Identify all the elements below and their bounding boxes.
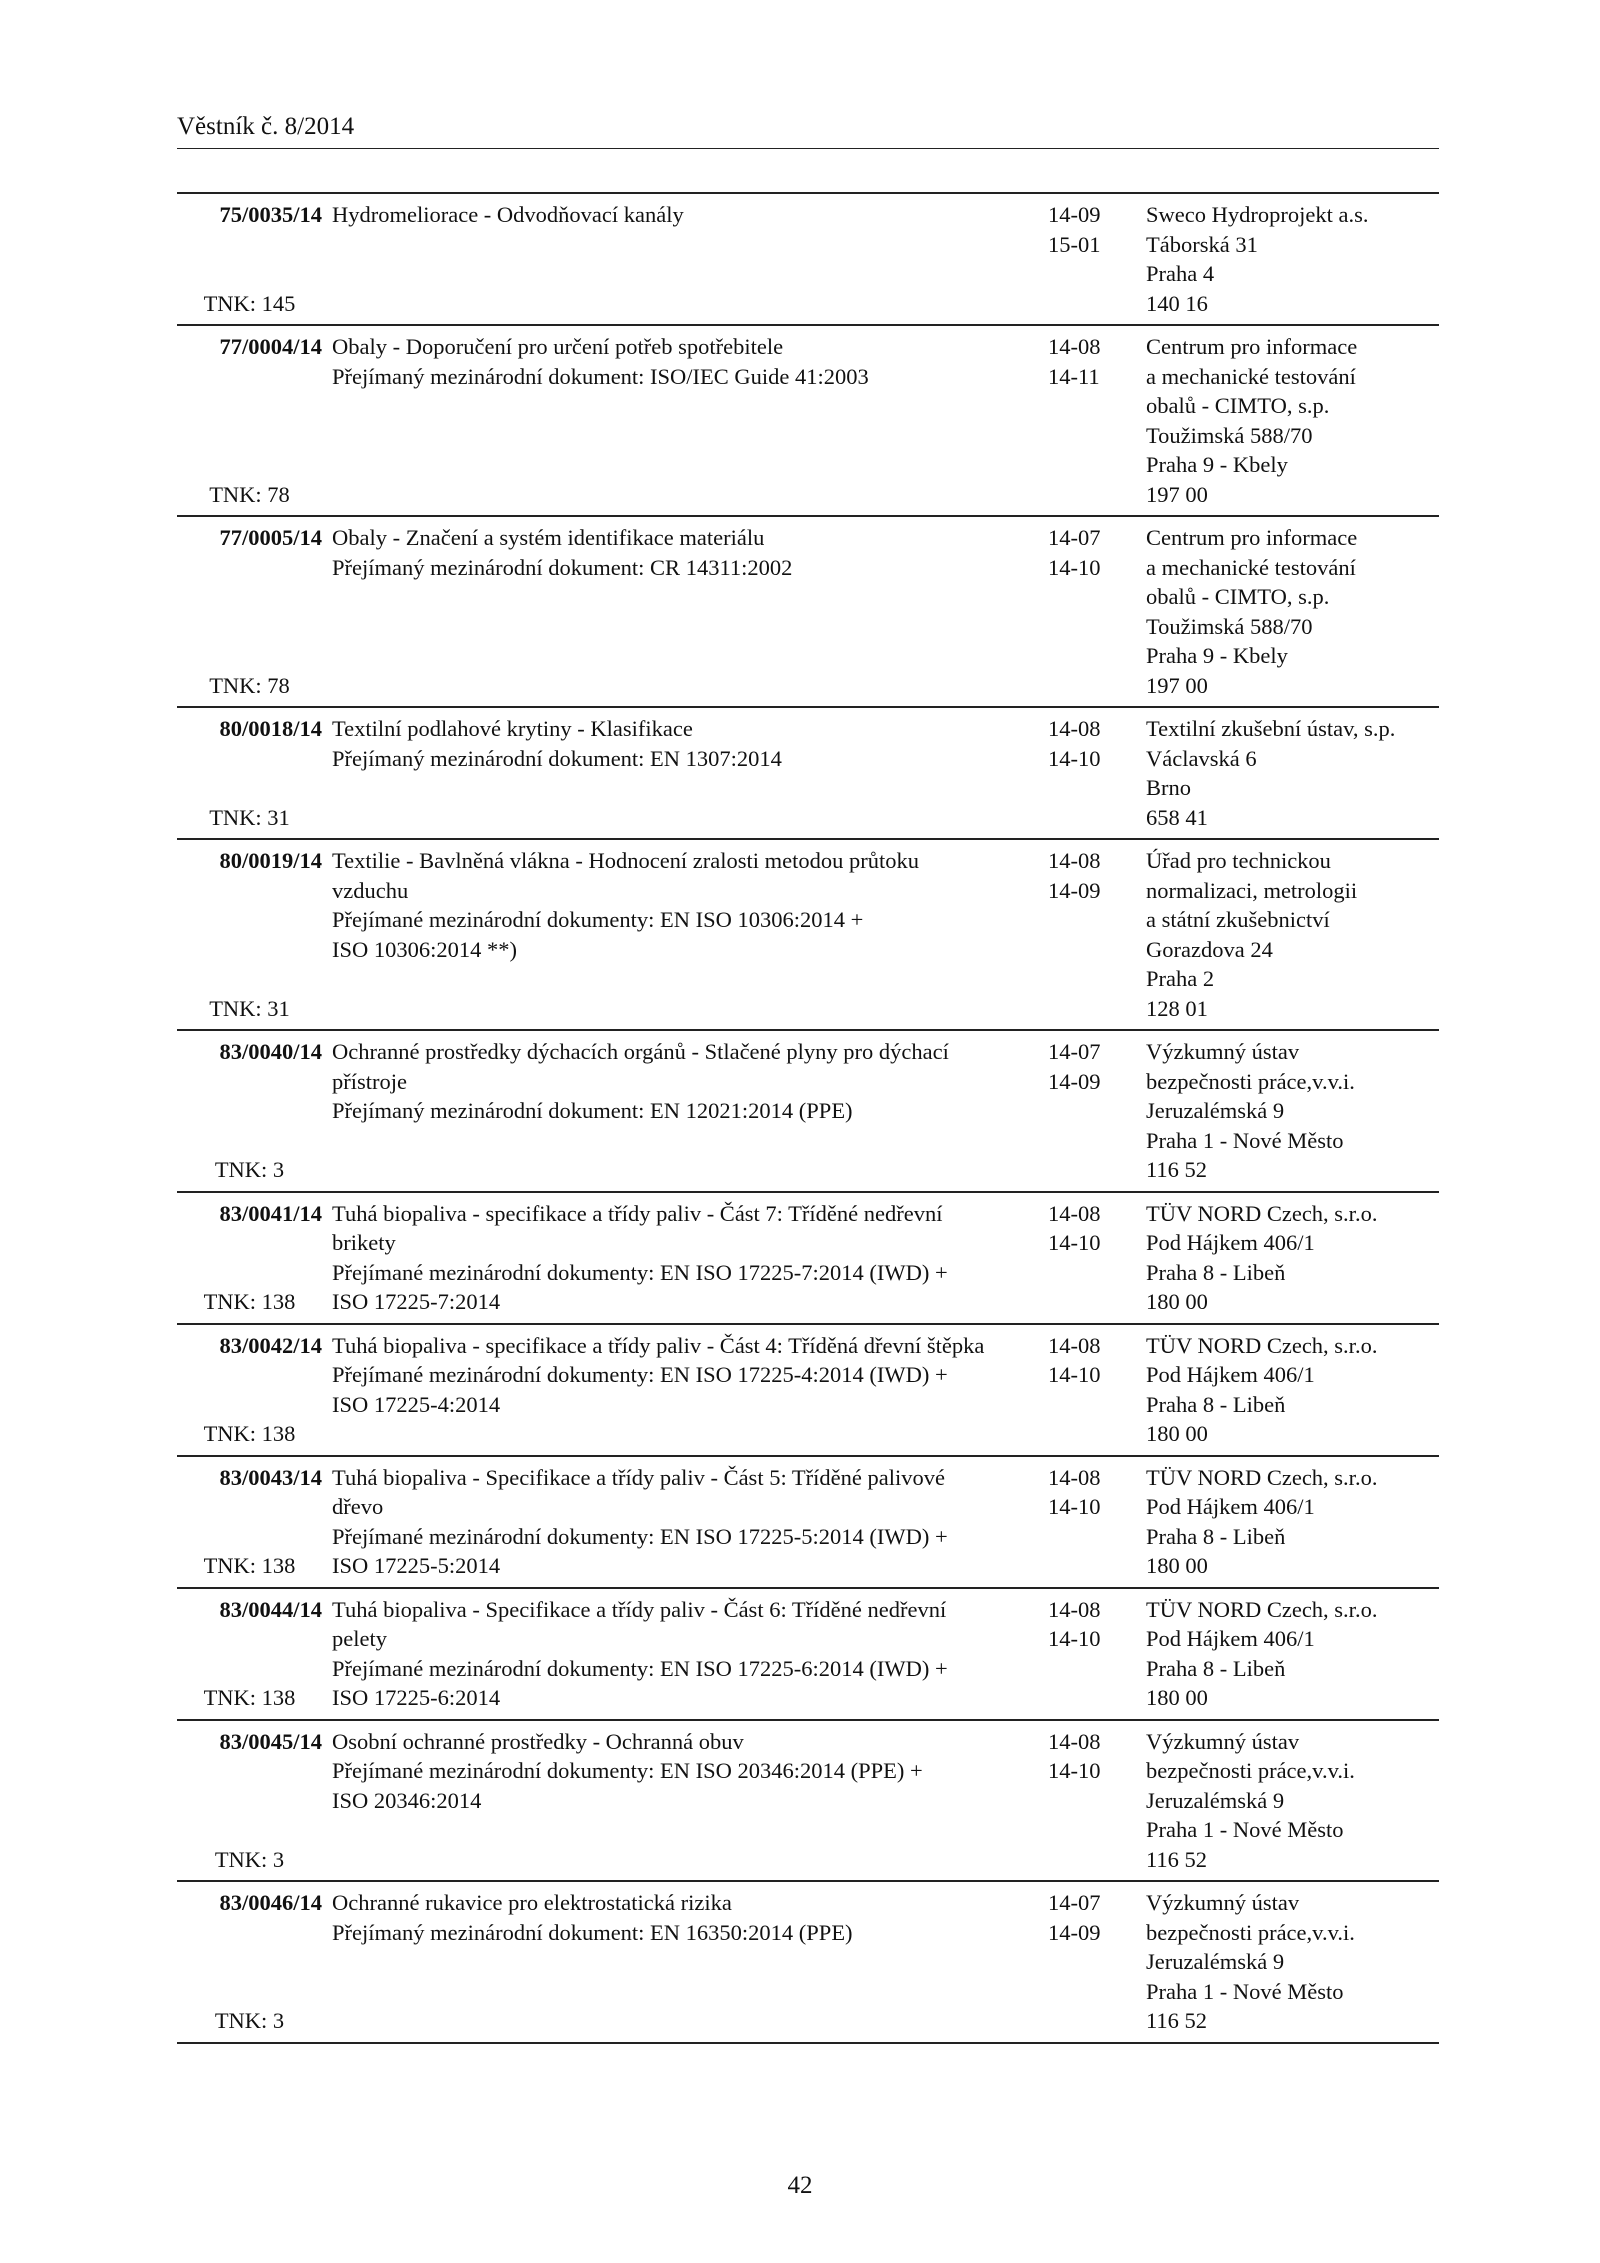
dates-cell	[1048, 1595, 1146, 1713]
organization-line: Praha 1 - Nové Město	[1146, 1817, 1344, 1842]
date-value: 14-09	[1048, 877, 1101, 903]
description-cell	[322, 1331, 1048, 1449]
date-value: 14-10	[1048, 1362, 1101, 1387]
organization-line: Praha 1 - Nové Město	[1146, 1978, 1344, 2004]
date-value: 14-08	[1048, 1596, 1101, 1622]
description-line: Tuhá biopaliva - Specifikace a třídy paliv - Část 6: Tříděné nedřevní	[332, 1596, 947, 1622]
standard-code: 83/0041/14	[219, 1200, 322, 1226]
date-value: 14-10	[1048, 1494, 1101, 1519]
organization-line: 116 52	[1146, 1157, 1208, 1182]
date-value: 14-11	[1048, 363, 1100, 389]
description-cell	[322, 1199, 1048, 1317]
standard-code: 83/0040/14	[219, 1039, 322, 1064]
organization-line: 140 16	[1146, 290, 1208, 316]
code-cell	[177, 1037, 322, 1185]
description-line: Přejímaný mezinárodní dokument: EN 1307:2014	[332, 745, 782, 771]
organization-cell	[1146, 523, 1439, 700]
date-value: 14-09	[1048, 1919, 1101, 1945]
description-line: Přejímané mezinárodní dokumenty: EN ISO 17225-4:2014 (IWD) +	[332, 1362, 948, 1387]
organization-cell	[1146, 1199, 1439, 1317]
tnk-number: TNK: 3	[214, 1157, 285, 1182]
organization-line: Praha 1 - Nové Město	[1146, 1127, 1344, 1153]
organization-line: obalů - CIMTO, s.p.	[1146, 393, 1330, 418]
organization-line: bezpečnosti práce,v.v.i.	[1146, 1919, 1355, 1945]
description-line: Přejímané mezinárodní dokumenty: EN ISO 10306:2014 +	[332, 907, 864, 932]
description-line: ISO 10306:2014 **)	[332, 936, 517, 962]
tnk-number: TNK: 3	[214, 2008, 285, 2033]
organization-line: Úřad pro technickou	[1146, 848, 1331, 873]
organization-line: 197 00	[1146, 481, 1208, 507]
organization-line: Centrum pro informace	[1146, 334, 1358, 359]
description-line: Ochranné prostředky dýchacích orgánů - Stlačené plyny pro dýchací	[332, 1039, 949, 1064]
tnk-number: TNK: 138	[203, 1685, 296, 1710]
organization-cell	[1146, 1727, 1439, 1875]
date-value: 14-07	[1048, 525, 1101, 550]
organization-line: Praha 8 - Libeň	[1146, 1259, 1286, 1285]
description-line: ISO 17225-6:2014	[332, 1685, 501, 1710]
standard-code: 80/0018/14	[219, 716, 322, 741]
organization-line: obalů - CIMTO, s.p.	[1146, 584, 1330, 609]
organization-line: Jeruzalémská 9	[1146, 1949, 1285, 1974]
date-value: 14-08	[1048, 1728, 1101, 1754]
organization-line: Toužimská 588/70	[1146, 613, 1313, 639]
organization-line: Jeruzalémská 9	[1146, 1098, 1285, 1123]
tnk-number: TNK: 145	[203, 290, 296, 316]
organization-cell	[1146, 1037, 1439, 1185]
standard-code: 83/0045/14	[219, 1728, 322, 1754]
dates-cell	[1048, 332, 1146, 509]
standards-table	[177, 192, 1439, 2044]
description-line: Tuhá biopaliva - specifikace a třídy paliv - Část 4: Tříděná dřevní štěpka	[332, 1332, 985, 1358]
table-row	[177, 194, 1439, 326]
page-header	[177, 112, 1439, 149]
organization-line: 180 00	[1146, 1289, 1208, 1314]
code-cell	[177, 1331, 322, 1449]
date-value: 14-07	[1048, 1890, 1101, 1915]
description-line: ISO 17225-7:2014	[332, 1289, 501, 1314]
description-line: Přejímaný mezinárodní dokument: EN 12021:2014 (PPE)	[332, 1098, 853, 1123]
organization-line: 658 41	[1146, 804, 1208, 830]
organization-line: 197 00	[1146, 672, 1208, 698]
description-line: Obaly - Doporučení pro určení potřeb spotřebitele	[332, 334, 784, 359]
description-line: Textilní podlahové krytiny - Klasifikace	[332, 716, 693, 741]
description-line: Přejímané mezinárodní dokumenty: EN ISO 20346:2014 (PPE) +	[332, 1758, 923, 1783]
code-cell	[177, 714, 322, 832]
description-line: Obaly - Značení a systém identifikace materiálu	[332, 525, 765, 550]
date-value: 14-10	[1048, 745, 1101, 771]
tnk-number: TNK: 31	[209, 995, 290, 1021]
date-value: 14-08	[1048, 848, 1101, 873]
standard-code: 83/0042/14	[219, 1332, 322, 1358]
description-line: Tuhá biopaliva - Specifikace a třídy paliv - Část 5: Tříděné palivové	[332, 1464, 945, 1490]
table-row	[177, 1193, 1439, 1325]
description-cell	[322, 200, 1048, 318]
dates-cell	[1048, 200, 1146, 318]
date-value: 14-10	[1048, 554, 1101, 580]
organization-line: Praha 9 - Kbely	[1146, 452, 1288, 477]
description-cell	[322, 1888, 1048, 2036]
description-line: brikety	[332, 1230, 396, 1255]
table-row	[177, 517, 1439, 708]
dates-cell	[1048, 714, 1146, 832]
date-value: 14-10	[1048, 1758, 1101, 1783]
organization-cell	[1146, 332, 1439, 509]
standard-code: 77/0005/14	[219, 525, 322, 550]
description-line: vzduchu	[332, 877, 409, 903]
description-cell	[322, 1595, 1048, 1713]
organization-line: Sweco Hydroprojekt a.s.	[1146, 202, 1369, 227]
description-line: ISO 17225-5:2014	[332, 1553, 501, 1578]
organization-line: Toužimská 588/70	[1146, 422, 1313, 448]
organization-line: TÜV NORD Czech, s.r.o.	[1146, 1596, 1378, 1622]
organization-line: Pod Hájkem 406/1	[1146, 1494, 1315, 1519]
table-row	[177, 1721, 1439, 1883]
dates-cell	[1048, 1727, 1146, 1875]
organization-line: Pod Hájkem 406/1	[1146, 1230, 1315, 1255]
organization-line: normalizaci, metrologii	[1146, 877, 1358, 903]
organization-line: Táborská 31	[1146, 231, 1258, 257]
organization-line: 116 52	[1146, 2008, 1208, 2033]
organization-line: bezpečnosti práce,v.v.i.	[1146, 1068, 1355, 1094]
standard-code: 77/0004/14	[219, 334, 322, 359]
description-line: Přejímané mezinárodní dokumenty: EN ISO 17225-6:2014 (IWD) +	[332, 1655, 948, 1681]
tnk-number: TNK: 3	[214, 1846, 285, 1872]
dates-cell	[1048, 1463, 1146, 1581]
organization-line: Praha 8 - Libeň	[1146, 1523, 1286, 1549]
code-cell	[177, 846, 322, 1023]
organization-line: Václavská 6	[1146, 745, 1257, 771]
standard-code: 83/0043/14	[219, 1464, 322, 1490]
description-line: ISO 20346:2014	[332, 1787, 482, 1813]
organization-cell	[1146, 846, 1439, 1023]
organization-cell	[1146, 1888, 1439, 2036]
organization-line: Brno	[1146, 775, 1191, 800]
dates-cell	[1048, 1888, 1146, 2036]
date-value: 14-08	[1048, 1464, 1101, 1490]
table-row	[177, 1589, 1439, 1721]
dates-cell	[1048, 846, 1146, 1023]
code-cell	[177, 1463, 322, 1581]
table-row	[177, 840, 1439, 1031]
date-value: 14-09	[1048, 1068, 1101, 1094]
code-cell	[177, 523, 322, 700]
date-value: 14-08	[1048, 1332, 1101, 1358]
description-line: Přejímané mezinárodní dokumenty: EN ISO 17225-5:2014 (IWD) +	[332, 1523, 948, 1549]
date-value: 15-01	[1048, 231, 1101, 257]
date-value: 14-10	[1048, 1230, 1101, 1255]
table-row	[177, 1457, 1439, 1589]
description-cell	[322, 1727, 1048, 1875]
organization-line: 180 00	[1146, 1553, 1208, 1578]
description-cell	[322, 332, 1048, 509]
table-row	[177, 1882, 1439, 2044]
tnk-number: TNK: 31	[209, 804, 290, 830]
organization-line: Pod Hájkem 406/1	[1146, 1362, 1315, 1387]
date-value: 14-10	[1048, 1626, 1101, 1651]
description-line: Přejímaný mezinárodní dokument: EN 16350:2014 (PPE)	[332, 1919, 853, 1945]
organization-line: Centrum pro informace	[1146, 525, 1358, 550]
description-line: Ochranné rukavice pro elektrostatická rizika	[332, 1890, 732, 1915]
description-cell	[322, 1037, 1048, 1185]
description-line: ISO 17225-4:2014	[332, 1391, 501, 1417]
description-cell	[322, 846, 1048, 1023]
organization-line: Výzkumný ústav	[1146, 1728, 1300, 1754]
organization-cell	[1146, 1463, 1439, 1581]
journal-title: Věstník č. 8/2014	[177, 113, 355, 140]
organization-line: a státní zkušebnictví	[1146, 907, 1330, 932]
standard-code: 83/0044/14	[219, 1596, 322, 1622]
description-line: Přejímaný mezinárodní dokument: CR 14311:2002	[332, 554, 793, 580]
description-line: pelety	[332, 1626, 387, 1651]
tnk-number: TNK: 138	[203, 1553, 296, 1578]
organization-cell	[1146, 200, 1439, 318]
organization-line: Pod Hájkem 406/1	[1146, 1626, 1315, 1651]
description-line: Hydromeliorace - Odvodňovací kanály	[332, 202, 684, 227]
date-value: 14-08	[1048, 716, 1101, 741]
date-value: 14-08	[1048, 334, 1101, 359]
organization-line: Praha 4	[1146, 261, 1215, 286]
dates-cell	[1048, 1199, 1146, 1317]
organization-line: Výzkumný ústav	[1146, 1890, 1300, 1915]
date-value: 14-09	[1048, 202, 1101, 227]
organization-line: 116 52	[1146, 1846, 1208, 1872]
table-row	[177, 326, 1439, 517]
organization-line: Praha 9 - Kbely	[1146, 643, 1288, 668]
description-line: Přejímaný mezinárodní dokument: ISO/IEC Guide 41:2003	[332, 363, 869, 389]
tnk-number: TNK: 138	[203, 1421, 296, 1446]
organization-line: Gorazdova 24	[1146, 936, 1273, 962]
organization-cell	[1146, 1331, 1439, 1449]
table-row	[177, 1325, 1439, 1457]
description-line: přístroje	[332, 1068, 407, 1094]
organization-line: bezpečnosti práce,v.v.i.	[1146, 1758, 1355, 1783]
description-line: dřevo	[332, 1494, 384, 1519]
description-cell	[322, 714, 1048, 832]
date-value: 14-07	[1048, 1039, 1101, 1064]
description-line: Textilie - Bavlněná vlákna - Hodnocení zralosti metodou průtoku	[332, 848, 920, 873]
dates-cell	[1048, 1331, 1146, 1449]
description-line: Osobní ochranné prostředky - Ochranná obuv	[332, 1728, 744, 1754]
description-cell	[322, 1463, 1048, 1581]
organization-line: a mechanické testování	[1146, 554, 1356, 580]
code-cell	[177, 332, 322, 509]
date-value: 14-08	[1048, 1200, 1101, 1226]
organization-line: a mechanické testování	[1146, 363, 1356, 389]
organization-line: Praha 8 - Libeň	[1146, 1655, 1286, 1681]
organization-line: 180 00	[1146, 1421, 1208, 1446]
organization-line: Praha 2	[1146, 966, 1215, 991]
code-cell	[177, 1595, 322, 1713]
organization-line: Jeruzalémská 9	[1146, 1787, 1285, 1813]
organization-line: Praha 8 - Libeň	[1146, 1391, 1286, 1417]
standard-code: 80/0019/14	[219, 848, 322, 873]
tnk-number: TNK: 78	[209, 672, 290, 698]
organization-line: TÜV NORD Czech, s.r.o.	[1146, 1332, 1378, 1358]
organization-line: TÜV NORD Czech, s.r.o.	[1146, 1464, 1378, 1490]
organization-line: 180 00	[1146, 1685, 1208, 1710]
organization-line: Textilní zkušební ústav, s.p.	[1146, 716, 1396, 741]
tnk-number: TNK: 138	[203, 1289, 296, 1314]
organization-cell	[1146, 714, 1439, 832]
dates-cell	[1048, 523, 1146, 700]
dates-cell	[1048, 1037, 1146, 1185]
table-row	[177, 1031, 1439, 1193]
description-cell	[322, 523, 1048, 700]
code-cell	[177, 1888, 322, 2036]
standard-code: 75/0035/14	[219, 202, 322, 227]
page-number: 42	[787, 2172, 813, 2199]
description-line: Přejímané mezinárodní dokumenty: EN ISO 17225-7:2014 (IWD) +	[332, 1259, 948, 1285]
standard-code: 83/0046/14	[219, 1890, 322, 1915]
tnk-number: TNK: 78	[209, 481, 290, 507]
code-cell	[177, 1727, 322, 1875]
code-cell	[177, 200, 322, 318]
description-line: Tuhá biopaliva - specifikace a třídy paliv - Část 7: Tříděné nedřevní	[332, 1200, 943, 1226]
organization-line: TÜV NORD Czech, s.r.o.	[1146, 1200, 1378, 1226]
organization-line: Výzkumný ústav	[1146, 1039, 1300, 1064]
table-row	[177, 708, 1439, 840]
organization-cell	[1146, 1595, 1439, 1713]
organization-line: 128 01	[1146, 995, 1208, 1021]
code-cell	[177, 1199, 322, 1317]
